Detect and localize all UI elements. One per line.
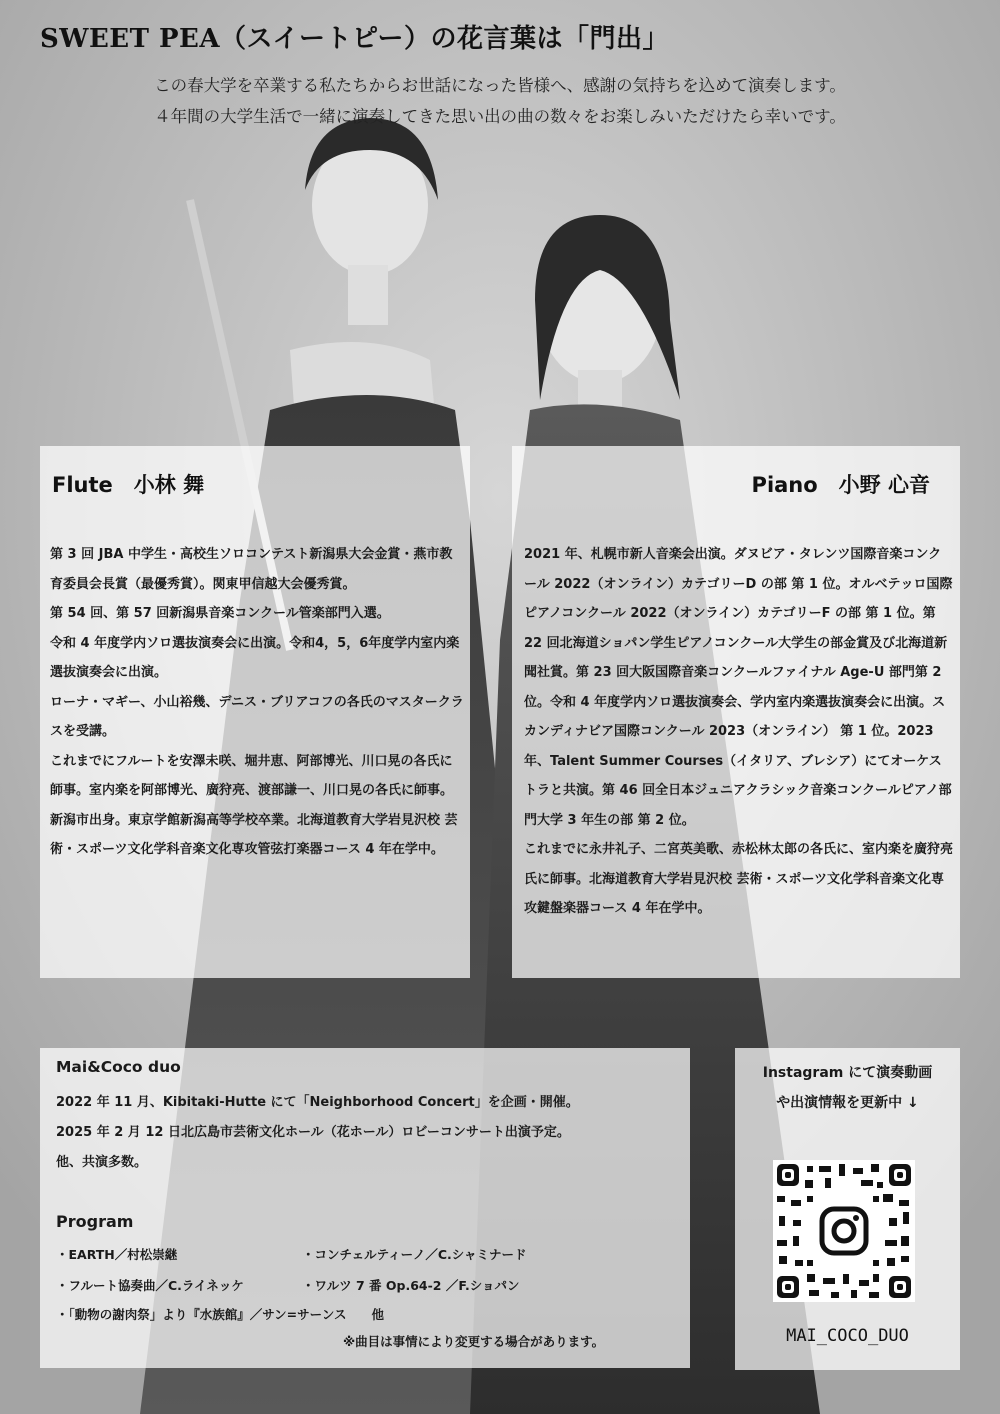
instagram-panel xyxy=(735,1048,960,1370)
flute-performer-name: Flute 小林 舞 xyxy=(52,473,205,497)
flute-bio-paragraph: 第 54 回、第 57 回新潟県音楽コンクール管楽部門入選。 xyxy=(50,606,390,621)
program-item: ・「動物の謝肉祭」より『水族館』／サン=サーンス 他 xyxy=(56,1307,384,1322)
intro-line-2: ４年間の大学生活で一緒に演奏してきた思い出の曲の数々をお楽しみいただけたら幸いです。 xyxy=(154,107,846,126)
instagram-handle[interactable]: MAI_COCO_DUO xyxy=(786,1326,909,1346)
instagram-qr-code[interactable] xyxy=(773,1160,915,1302)
flute-bio-paragraph: 第 3 回 JBA 中学生・高校生ソロコンテスト新潟県大会金賞・燕市教育委員会長賞（最優秀賞）。関東甲信越大会優秀賞。 xyxy=(50,547,453,592)
instagram-text-line: や出演情報を更新中 ↓ xyxy=(776,1095,919,1111)
program-note: ※曲目は事情により変更する場合があります。 xyxy=(343,1334,605,1349)
piano-bio-paragraph: これまでに永井礼子、二宮英美歌、赤松林太郎の各氏に、室内楽を廣狩亮氏に師事。北海道教育大学岩見沢校 芸術・スポーツ文化学科音楽文化専攻鍵盤楽器コース 4 年在学中。 xyxy=(524,842,954,916)
piano-bio xyxy=(524,540,954,924)
piano-performer-name: Piano 小野 心音 xyxy=(751,473,930,497)
duo-activity-line: 2025 年 2 月 12 日北広島市芸術文化ホール（花ホール）ロビーコンサート出演予定。 xyxy=(56,1125,570,1140)
program-heading: Program xyxy=(56,1212,134,1231)
flute-bio-paragraph: これまでにフルートを安澤未咲、堀井恵、阿部博光、川口晃の各氏に師事。室内楽を阿部博光、廣狩亮、渡部謙一、川口晃の各氏に師事。 xyxy=(50,753,454,798)
flute-bio-paragraph: 令和 4 年度学内ソロ選抜演奏会に出演。令和4，5，6年度学内室内楽選抜演奏会に出演。 xyxy=(50,635,460,680)
intro-line-1: この春大学を卒業する私たちからお世話になった皆様へ、感謝の気持ちを込めて演奏します。 xyxy=(154,76,846,95)
program-item: ・EARTH／村松崇継 xyxy=(56,1247,178,1262)
instagram-icon xyxy=(818,1205,870,1257)
program-item: ・フルート協奏曲／C.ライネッケ xyxy=(56,1278,244,1293)
piano-bio-paragraph: 2021 年、札幌市新人音楽会出演。ダヌビア・タレンツ国際音楽コンクール 2022（オンライン）カテゴリーD の部 第 1 位。オルベテッロ国際ピアノコンクール 2022（オンライン）カテゴリーF の部 第 1 位。第 22 回北海道ショパン学生ピアノコンクール大学生の部金賞及び北海道新聞社賞。第 23 回大阪国際音楽コンクールファイナル Age-U 部門第 2 位。令和 4 年度学内ソロ選抜演奏会、学内室内楽選抜演奏会に出演。スカンディナビア国際コンクール 2023（オンライン） 第 1 位。2023 年、Talent Summer Courses（イタリア、ブレシア）にてオーケストラと共演。第 46 回全日本ジュニアクラシック音楽コンクールピアノ部門大学 3 年生の部 第 2 位。 xyxy=(524,547,953,828)
flute-profile-panel xyxy=(40,446,470,978)
instagram-text-line: Instagram にて演奏動画 xyxy=(762,1065,933,1081)
duo-heading: Mai&Coco duo xyxy=(56,1058,181,1076)
duo-activity-line: 2022 年 11 月、Kibitaki-Hutte にて「Neighborhood Concert」を企画・開催。 xyxy=(56,1095,579,1110)
program-item: ・ワルツ 7 番 Op.64-2 ／F.ショパン xyxy=(302,1278,520,1293)
page-title: SWEET PEA（スイートピー）の花言葉は「門出」 xyxy=(40,24,669,54)
duo-activity-line: 他、共演多数。 xyxy=(56,1155,148,1170)
flute-bio-paragraph: 新潟市出身。東京学館新潟高等学校卒業。北海道教育大学岩見沢校 芸術・スポーツ文化学科音楽文化専攻管弦打楽器コース 4 年在学中。 xyxy=(50,812,458,857)
duo-info-panel xyxy=(40,1048,690,1368)
program-item: ・コンチェルティーノ／C.シャミナード xyxy=(302,1247,527,1262)
piano-profile-panel xyxy=(512,446,960,978)
flute-bio-paragraph: ローナ・マギー、小山裕幾、デニス・ブリアコフの各氏のマスタークラスを受講。 xyxy=(50,694,464,739)
flute-bio xyxy=(50,540,465,865)
